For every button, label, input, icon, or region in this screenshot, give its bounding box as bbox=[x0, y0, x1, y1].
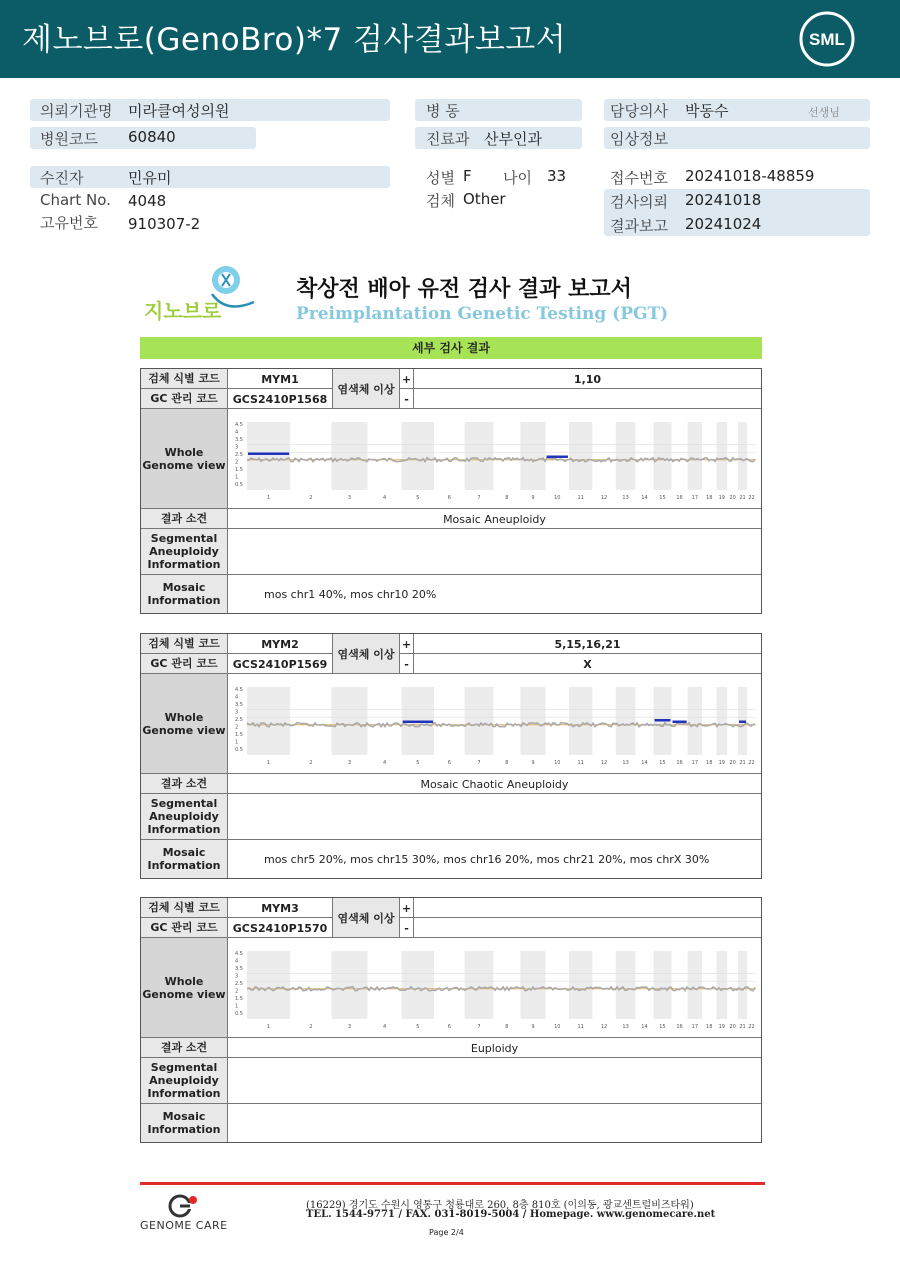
x-tick-label: 18 bbox=[706, 495, 713, 501]
chromosome-band bbox=[465, 687, 494, 755]
y-tick-label: 3.5 bbox=[235, 702, 243, 708]
finding-label: 결과 소견 bbox=[141, 509, 228, 528]
chromosome-band bbox=[688, 687, 702, 755]
x-tick-label: 16 bbox=[676, 495, 683, 501]
x-tick-label: 14 bbox=[641, 495, 648, 501]
x-tick-label: 3 bbox=[347, 760, 352, 766]
x-tick-label: 8 bbox=[505, 495, 509, 501]
request-label: 검사의뢰 bbox=[610, 193, 668, 211]
sample-table bbox=[140, 897, 762, 1143]
top-header-bar bbox=[0, 0, 900, 78]
unique-no-label: 고유번호 bbox=[40, 214, 98, 232]
chromosome-band bbox=[688, 422, 702, 490]
chromosome-band bbox=[569, 951, 592, 1019]
y-tick-label: 2 bbox=[235, 724, 239, 731]
x-tick-label: 17 bbox=[691, 495, 699, 501]
chromosome-band bbox=[465, 951, 494, 1019]
sex-value: F bbox=[463, 167, 472, 185]
segmental-row bbox=[141, 1058, 761, 1104]
whole-genome-label: Whole Genome view bbox=[141, 674, 228, 773]
chromosome-band bbox=[402, 422, 434, 490]
genobro-logo-text: 지노브로 bbox=[144, 299, 222, 323]
request-value: 20241018 bbox=[685, 191, 762, 209]
receipt-label: 접수번호 bbox=[610, 169, 668, 187]
footer-divider bbox=[140, 1182, 765, 1185]
x-tick-label: 9 bbox=[531, 495, 535, 501]
x-tick-label: 13 bbox=[622, 760, 629, 766]
gc-code-value: GCS2410P1570 bbox=[228, 918, 333, 938]
department-label: 진료과 bbox=[426, 130, 470, 148]
unique-no-value: 910307-2 bbox=[128, 215, 201, 233]
x-tick-label: 16 bbox=[676, 1024, 683, 1030]
y-tick-label: 4.5 bbox=[235, 687, 243, 693]
whole-genome-label: Whole Genome view bbox=[141, 409, 228, 508]
mosaic-label: Mosaic Information bbox=[141, 575, 228, 613]
x-tick-label: 4 bbox=[382, 760, 387, 766]
specimen-value: Other bbox=[463, 190, 506, 208]
sml-logo bbox=[798, 10, 856, 68]
x-tick-label: 7 bbox=[477, 1024, 481, 1030]
y-tick-label: 4.5 bbox=[235, 951, 243, 957]
chart-no-value: 4048 bbox=[128, 192, 167, 210]
finding-row bbox=[141, 774, 761, 794]
segmental-row bbox=[141, 529, 761, 575]
sml-logo-text: SML bbox=[809, 30, 845, 49]
finding-value: Mosaic Chaotic Aneuploidy bbox=[420, 777, 569, 791]
x-tick-label: 6 bbox=[447, 495, 451, 501]
sample-code-label: 검체 식별 코드 bbox=[141, 634, 228, 653]
chromosome-band bbox=[569, 687, 592, 755]
chromosome-band bbox=[332, 951, 368, 1019]
x-tick-label: 20 bbox=[729, 1024, 736, 1030]
y-tick-label: 3 bbox=[235, 973, 239, 980]
chromosome-band bbox=[716, 687, 727, 755]
department-value: 산부인과 bbox=[484, 130, 542, 148]
finding-value: Euploidy bbox=[470, 1041, 519, 1055]
x-tick-label: 17 bbox=[691, 760, 699, 766]
chromosome-band bbox=[738, 422, 747, 490]
sample-code-label: 검체 식별 코드 bbox=[141, 369, 228, 388]
x-tick-label: 18 bbox=[706, 760, 713, 766]
x-tick-label: 5 bbox=[416, 495, 420, 501]
x-tick-label: 5 bbox=[416, 760, 420, 766]
minus-sign: - bbox=[400, 918, 414, 938]
x-tick-label: 1 bbox=[266, 1024, 271, 1030]
chromosome-band bbox=[569, 422, 592, 490]
chromosome-band bbox=[247, 422, 290, 490]
name-value: 민유미 bbox=[128, 169, 172, 187]
chromosome-band bbox=[616, 687, 636, 755]
chromosome-abnormality-label: 염색체 이상 bbox=[333, 898, 400, 938]
sex-label: 성별 bbox=[426, 169, 455, 187]
report-label: 결과보고 bbox=[610, 217, 668, 235]
x-tick-label: 17 bbox=[691, 1024, 699, 1030]
x-tick-label: 16 bbox=[676, 760, 683, 766]
finding-label: 결과 소견 bbox=[141, 1038, 228, 1057]
gain-chromosomes bbox=[414, 898, 761, 918]
x-tick-label: 20 bbox=[729, 495, 736, 501]
x-tick-label: 7 bbox=[477, 495, 481, 501]
y-tick-label: 1.5 bbox=[235, 996, 243, 1002]
x-tick-label: 22 bbox=[748, 495, 755, 501]
x-tick-label: 19 bbox=[718, 1024, 726, 1030]
segmental-row bbox=[141, 794, 761, 840]
x-tick-label: 14 bbox=[641, 760, 648, 766]
x-tick-label: 11 bbox=[577, 495, 584, 501]
y-tick-label: 1 bbox=[235, 1003, 239, 1010]
doctor-suffix: 선생님 bbox=[808, 106, 840, 119]
x-tick-label: 15 bbox=[659, 495, 666, 501]
x-tick-label: 21 bbox=[739, 1024, 746, 1030]
x-tick-label: 10 bbox=[554, 495, 561, 501]
chromosome-abnormality-label: 염색체 이상 bbox=[333, 634, 400, 674]
x-tick-label: 1 bbox=[266, 495, 271, 501]
mosaic-row bbox=[141, 1104, 761, 1142]
chromosome-band bbox=[332, 422, 368, 490]
segmental-value bbox=[228, 529, 761, 575]
institution-value: 미라클여성의원 bbox=[128, 102, 230, 120]
segmental-value bbox=[228, 794, 761, 840]
x-tick-label: 13 bbox=[622, 495, 629, 501]
chromosome-band bbox=[716, 422, 727, 490]
x-tick-label: 10 bbox=[554, 760, 561, 766]
sample-code-label: 검체 식별 코드 bbox=[141, 898, 228, 917]
x-tick-label: 4 bbox=[382, 1024, 387, 1030]
x-tick-label: 11 bbox=[577, 760, 584, 766]
whole-genome-plot bbox=[231, 675, 761, 773]
x-tick-label: 4 bbox=[382, 495, 387, 501]
name-label: 수진자 bbox=[40, 169, 84, 187]
sample-table bbox=[140, 368, 762, 614]
chromosome-band bbox=[520, 687, 545, 755]
y-tick-label: 2 bbox=[235, 459, 239, 466]
gain-chromosomes: 5,15,16,21 bbox=[554, 637, 621, 651]
x-tick-label: 5 bbox=[416, 1024, 420, 1030]
x-tick-label: 8 bbox=[505, 1024, 509, 1030]
chromosome-band bbox=[520, 951, 545, 1019]
age-label: 나이 bbox=[503, 169, 532, 187]
x-tick-label: 3 bbox=[347, 495, 352, 501]
specimen-label: 검체 bbox=[426, 192, 455, 210]
page-title: 제노브로(GenoBro)*7 검사결과보고서 bbox=[22, 22, 567, 58]
loss-chromosomes bbox=[414, 918, 761, 938]
whole-genome-plot bbox=[231, 939, 761, 1037]
finding-value: Mosaic Aneuploidy bbox=[443, 512, 546, 526]
x-tick-label: 6 bbox=[447, 760, 451, 766]
y-tick-label: 2 bbox=[235, 988, 239, 995]
chromosome-band bbox=[247, 687, 290, 755]
mosaic-value bbox=[228, 1104, 761, 1142]
x-tick-label: 15 bbox=[659, 760, 666, 766]
plus-sign: + bbox=[400, 634, 414, 654]
x-tick-label: 15 bbox=[659, 1024, 666, 1030]
chromosome-band bbox=[738, 951, 747, 1019]
plus-sign: + bbox=[400, 898, 414, 918]
genome-care-name: GENOME CARE bbox=[140, 1219, 228, 1232]
y-tick-label: 1.5 bbox=[235, 732, 243, 738]
x-tick-label: 20 bbox=[729, 760, 736, 766]
ward-label: 병 동 bbox=[426, 102, 460, 120]
gc-code-label: GC 관리 코드 bbox=[141, 654, 228, 673]
sample-code-value: MYM2 bbox=[228, 634, 333, 654]
x-tick-label: 18 bbox=[706, 1024, 713, 1030]
sample-code-value: MYM3 bbox=[228, 898, 333, 918]
mosaic-label: Mosaic Information bbox=[141, 840, 228, 878]
gc-code-value: GCS2410P1568 bbox=[228, 389, 333, 409]
loss-chromosomes: X bbox=[583, 657, 592, 671]
chromosome-band bbox=[616, 422, 636, 490]
age-value: 33 bbox=[547, 167, 567, 185]
gain-chromosomes: 1,10 bbox=[573, 372, 602, 386]
sample-code-value: MYM1 bbox=[228, 369, 333, 389]
mosaic-value: mos chr1 40%, mos chr10 20% bbox=[264, 587, 437, 601]
y-tick-label: 1.5 bbox=[235, 467, 243, 473]
x-tick-label: 11 bbox=[577, 1024, 584, 1030]
y-tick-label: 4 bbox=[235, 694, 239, 701]
hospital-code-label: 병원코드 bbox=[40, 130, 98, 148]
y-tick-label: 3 bbox=[235, 709, 239, 716]
x-tick-label: 19 bbox=[718, 495, 726, 501]
plus-sign: + bbox=[400, 369, 414, 389]
x-tick-label: 6 bbox=[447, 1024, 451, 1030]
mosaic-value: mos chr5 20%, mos chr15 30%, mos chr16 20%, mos chr21 20%, mos chrX 30% bbox=[264, 852, 710, 866]
segmental-label: Segmental Aneuploidy Information bbox=[141, 529, 228, 574]
y-tick-label: 2.5 bbox=[235, 717, 243, 723]
sample-table bbox=[140, 633, 762, 879]
report-title: 착상전 배아 유전 검사 결과 보고서 bbox=[296, 277, 632, 302]
y-tick-label: 3.5 bbox=[235, 966, 243, 972]
y-tick-label: 0.5 bbox=[235, 482, 243, 488]
x-tick-label: 14 bbox=[641, 1024, 648, 1030]
report-subtitle: Preimplantation Genetic Testing (PGT) bbox=[296, 304, 669, 324]
whole-genome-row bbox=[141, 409, 761, 509]
x-tick-label: 3 bbox=[347, 1024, 352, 1030]
footer-contact: TEL. 1544-9771 / FAX. 031-8019-5004 / Homepage. www.genomecare.net bbox=[306, 1209, 716, 1220]
x-tick-label: 9 bbox=[531, 760, 535, 766]
x-tick-label: 2 bbox=[309, 760, 313, 766]
mosaic-label: Mosaic Information bbox=[141, 1104, 228, 1142]
hospital-code-value: 60840 bbox=[128, 128, 176, 146]
x-tick-label: 12 bbox=[600, 1024, 608, 1030]
y-tick-label: 3.5 bbox=[235, 437, 243, 443]
chromosome-band bbox=[688, 951, 702, 1019]
chromosome-band bbox=[402, 951, 434, 1019]
y-tick-label: 1 bbox=[235, 474, 239, 481]
institution-label: 의뢰기관명 bbox=[40, 102, 113, 120]
x-tick-label: 7 bbox=[477, 760, 481, 766]
x-tick-label: 22 bbox=[748, 1024, 755, 1030]
x-tick-label: 13 bbox=[622, 1024, 629, 1030]
y-tick-label: 1 bbox=[235, 739, 239, 746]
y-tick-label: 2.5 bbox=[235, 452, 243, 458]
gc-code-label: GC 관리 코드 bbox=[141, 918, 228, 937]
loss-chromosomes bbox=[414, 389, 761, 409]
x-tick-label: 19 bbox=[718, 760, 726, 766]
doctor-label: 담당의사 bbox=[610, 102, 668, 120]
chromosome-band bbox=[653, 422, 671, 490]
x-tick-label: 2 bbox=[309, 495, 313, 501]
chromosome-abnormality-label: 염색체 이상 bbox=[333, 369, 400, 409]
x-tick-label: 12 bbox=[600, 495, 608, 501]
x-tick-label: 21 bbox=[739, 760, 746, 766]
report-value: 20241024 bbox=[685, 215, 762, 233]
y-tick-label: 4 bbox=[235, 429, 239, 436]
y-tick-label: 0.5 bbox=[235, 1011, 243, 1017]
minus-sign: - bbox=[400, 654, 414, 674]
y-tick-label: 2.5 bbox=[235, 981, 243, 987]
x-tick-label: 10 bbox=[554, 1024, 561, 1030]
chromosome-band bbox=[247, 951, 290, 1019]
y-tick-label: 4 bbox=[235, 958, 239, 965]
page-number: Page 2/4 bbox=[429, 1228, 464, 1237]
x-tick-label: 2 bbox=[309, 1024, 313, 1030]
gc-code-value: GCS2410P1569 bbox=[228, 654, 333, 674]
chromosome-band bbox=[653, 951, 671, 1019]
chromosome-band bbox=[465, 422, 494, 490]
finding-row bbox=[141, 509, 761, 529]
x-tick-label: 12 bbox=[600, 760, 608, 766]
whole-genome-row bbox=[141, 938, 761, 1038]
clinical-label: 임상정보 bbox=[610, 130, 668, 148]
mosaic-row bbox=[141, 575, 761, 613]
genobro-logo bbox=[142, 262, 256, 324]
section-title: 세부 검사 결과 bbox=[140, 337, 762, 359]
chart-no-label: Chart No. bbox=[40, 191, 111, 209]
x-tick-label: 9 bbox=[531, 1024, 535, 1030]
x-tick-label: 8 bbox=[505, 760, 509, 766]
receipt-value: 20241018-48859 bbox=[685, 167, 815, 185]
gc-code-label: GC 관리 코드 bbox=[141, 389, 228, 408]
finding-label: 결과 소견 bbox=[141, 774, 228, 793]
whole-genome-plot bbox=[231, 410, 761, 508]
whole-genome-row bbox=[141, 674, 761, 774]
finding-row bbox=[141, 1038, 761, 1058]
minus-sign: - bbox=[400, 389, 414, 409]
whole-genome-label: Whole Genome view bbox=[141, 938, 228, 1037]
chromosome-band bbox=[332, 687, 368, 755]
segmental-label: Segmental Aneuploidy Information bbox=[141, 794, 228, 839]
y-tick-label: 3 bbox=[235, 444, 239, 451]
mosaic-row bbox=[141, 840, 761, 878]
chromosome-band bbox=[716, 951, 727, 1019]
segmental-value bbox=[228, 1058, 761, 1104]
y-tick-label: 0.5 bbox=[235, 747, 243, 753]
chromosome-band bbox=[616, 951, 636, 1019]
x-tick-label: 21 bbox=[739, 495, 746, 501]
footer-address: (16229) 경기도 수원시 영통구 청룡대로 260, 8층 810호 (이의동, 광교센트럴비즈타워) bbox=[306, 1200, 694, 1211]
segmental-label: Segmental Aneuploidy Information bbox=[141, 1058, 228, 1103]
x-tick-label: 1 bbox=[266, 760, 271, 766]
x-tick-label: 22 bbox=[748, 760, 755, 766]
chromosome-band bbox=[520, 422, 545, 490]
y-tick-label: 4.5 bbox=[235, 422, 243, 428]
doctor-value: 박동수 bbox=[685, 102, 729, 120]
